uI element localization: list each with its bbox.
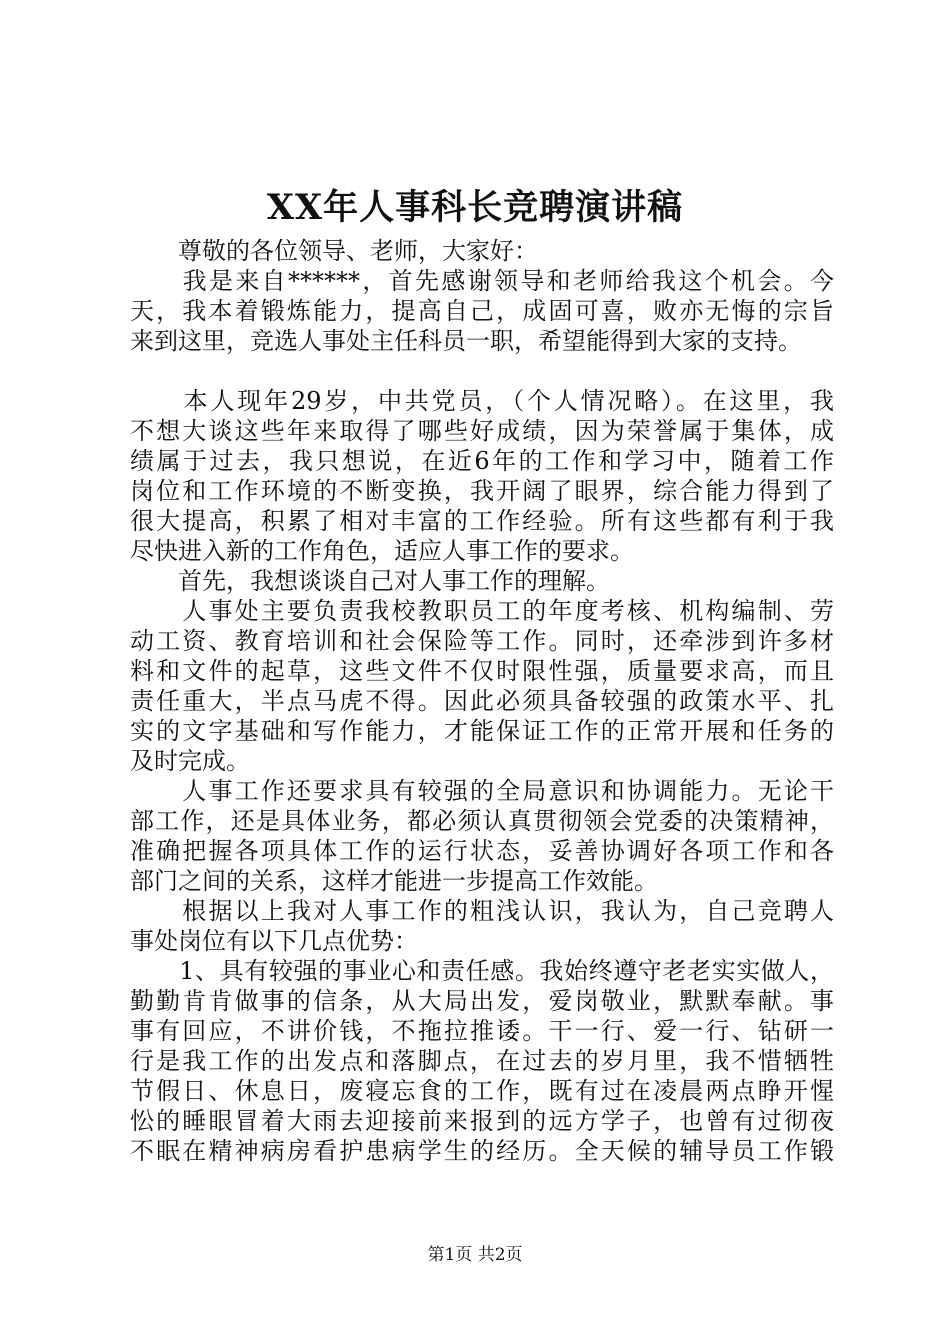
- text-line: 岗位和工作环境的不断变换，我开阔了眼界，综合能力得到了: [130, 477, 834, 505]
- text-line: 来到这里，竞选人事处主任科员一职，希望能得到大家的支持。: [130, 327, 802, 355]
- text-line: 行是我工作的出发点和落脚点，在过去的岁月里，我不惜牺牲: [130, 1047, 834, 1075]
- page-footer: 第1页 共2页: [427, 1245, 523, 1265]
- text-line: 根据以上我对人事工作的粗浅认识，我认为，自己竞聘人: [130, 897, 834, 925]
- text-line: 实的文字基础和写作能力，才能保证工作的正常开展和任务的: [130, 717, 834, 745]
- text-line: 动工资、教育培训和社会保险等工作。同时，还牵涉到许多材: [130, 627, 834, 655]
- text-line: 勤勤肯肯做事的信条，从大局出发，爱岗敬业，默默奉献。事: [130, 987, 834, 1015]
- text-line: 人事工作还要求具有较强的全局意识和协调能力。无论干: [130, 777, 834, 805]
- text-line: 本人现年29岁，中共党员，（个人情况略）。在这里，我: [130, 387, 834, 415]
- paragraph-gap: [130, 356, 834, 386]
- text-line: 尽快进入新的工作角色，适应人事工作的要求。: [130, 537, 634, 565]
- text-line: 准确把握各项具体工作的运行状态，妥善协调好各项工作和各: [130, 837, 834, 865]
- text-line: 不想大谈这些年来取得了哪些好成绩，因为荣誉属于集体，成: [130, 417, 834, 445]
- document-title: XX年人事科长竞聘演讲稿: [266, 187, 684, 228]
- text-line: 不眠在精神病房看护患病学生的经历。全天候的辅导员工作锻: [130, 1137, 834, 1165]
- text-line: 1、具有较强的事业心和责任感。我始终遵守老老实实做人，: [130, 957, 834, 985]
- text-line: 人事处主要负责我校教职员工的年度考核、机构编制、劳: [130, 597, 834, 625]
- text-line: 事处岗位有以下几点优势：: [130, 927, 418, 955]
- text-line: 事有回应，不讲价钱，不拖拉推诿。干一行、爱一行、钻研一: [130, 1017, 834, 1045]
- text-line: 绩属于过去，我只想说，在近6年的工作和学习中，随着工作: [130, 447, 834, 475]
- text-line: 部门之间的关系，这样才能进一步提高工作效能。: [130, 867, 658, 895]
- text-line: 很大提高，积累了相对丰富的工作经验。所有这些都有利于我: [130, 507, 834, 535]
- text-line: 节假日、休息日，废寝忘食的工作，既有过在凌晨两点睁开惺: [130, 1077, 834, 1105]
- text-line: 我是来自******，首先感谢领导和老师给我这个机会。今: [130, 267, 834, 295]
- text-line: 尊敬的各位领导、老师，大家好：: [130, 237, 538, 265]
- text-line: 料和文件的起草，这些文件不仅时限性强，质量要求高，而且: [130, 657, 834, 685]
- text-line: 天，我本着锻炼能力，提高自己，成固可喜，败亦无悔的宗旨: [130, 297, 834, 325]
- text-line: 忪的睡眼冒着大雨去迎接前来报到的远方学子，也曾有过彻夜: [130, 1107, 834, 1135]
- text-line: 及时完成。: [130, 747, 250, 775]
- document-body: [130, 236, 834, 1166]
- text-line: 部工作，还是具体业务，都必须认真贯彻领会党委的决策精神，: [130, 807, 834, 835]
- text-line: 首先，我想谈谈自己对人事工作的理解。: [130, 567, 610, 595]
- text-line: 责任重大，半点马虎不得。因此必须具备较强的政策水平、扎: [130, 687, 834, 715]
